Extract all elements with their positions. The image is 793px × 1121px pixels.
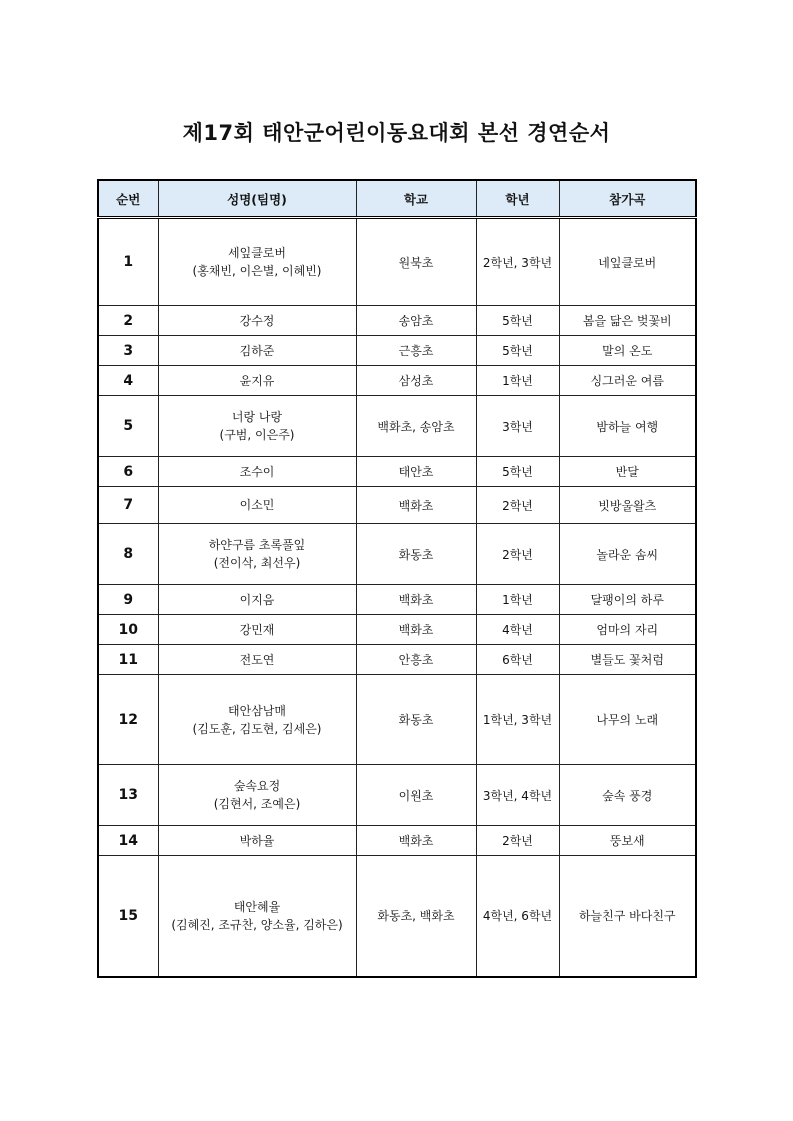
song-cell: 하늘친구 바다친구 (559, 856, 696, 977)
school-cell: 백화초 (356, 826, 476, 856)
team-members: (김도훈, 김도현, 김세은) (192, 721, 322, 736)
song-cell: 봄을 닮은 벚꽃비 (559, 306, 696, 336)
table-row (98, 396, 696, 457)
school-cell: 화동초 (356, 675, 476, 765)
table-row (98, 765, 696, 826)
name-cell (158, 645, 356, 675)
name-cell (158, 396, 356, 457)
column-header: 성명(팀명) (158, 180, 356, 218)
table-row (98, 366, 696, 396)
table-row (98, 675, 696, 765)
column-header: 참가곡 (559, 180, 696, 218)
table-row (98, 218, 696, 306)
order-number-cell: 13 (98, 765, 158, 826)
song-cell: 별들도 꽃처럼 (559, 645, 696, 675)
table-body (98, 218, 696, 977)
performer-name: 윤지유 (239, 373, 275, 388)
order-number-cell: 5 (98, 396, 158, 457)
grade-cell: 5학년 (476, 306, 559, 336)
team-members: (홍채빈, 이은별, 이혜빈) (192, 264, 322, 278)
grade-cell: 4학년, 6학년 (476, 856, 559, 977)
team-members: (전이삭, 최선우) (213, 556, 301, 570)
school-cell: 백화초, 송암초 (356, 396, 476, 457)
grade-cell: 1학년 (476, 585, 559, 615)
name-cell (158, 585, 356, 615)
name-cell (158, 336, 356, 366)
table-row (98, 826, 696, 856)
song-cell: 싱그러운 여름 (559, 366, 696, 396)
order-number-cell: 11 (98, 645, 158, 675)
grade-cell: 1학년 (476, 366, 559, 396)
school-cell: 화동초, 백화초 (356, 856, 476, 977)
song-cell: 뚱보새 (559, 826, 696, 856)
grade-cell: 2학년 (476, 826, 559, 856)
performer-name: 숲속요정 (233, 779, 281, 793)
order-number-cell: 10 (98, 615, 158, 645)
performer-name: 태안삼남매 (228, 703, 286, 718)
school-cell: 이원초 (356, 765, 476, 826)
order-number-cell: 4 (98, 366, 158, 396)
song-cell: 달팽이의 하루 (559, 585, 696, 615)
performer-name: 김하준 (239, 343, 275, 358)
performer-name: 너랑 나랑 (231, 410, 283, 424)
school-cell: 백화초 (356, 487, 476, 524)
name-cell (158, 856, 356, 977)
table-row (98, 645, 696, 675)
performer-name: 전도연 (239, 652, 275, 667)
grade-cell: 5학년 (476, 336, 559, 366)
grade-cell: 1학년, 3학년 (476, 675, 559, 765)
table-row (98, 615, 696, 645)
song-cell: 말의 온도 (559, 336, 696, 366)
table-row (98, 585, 696, 615)
performer-name: 세잎클로버 (228, 246, 286, 260)
name-cell (158, 218, 356, 306)
column-header: 학년 (476, 180, 559, 218)
name-cell (158, 487, 356, 524)
song-cell: 네잎클로버 (559, 218, 696, 306)
grade-cell: 3학년, 4학년 (476, 765, 559, 826)
table-row (98, 457, 696, 487)
order-number-cell: 9 (98, 585, 158, 615)
order-number-cell: 3 (98, 336, 158, 366)
name-cell (158, 524, 356, 585)
table-row (98, 306, 696, 336)
grade-cell: 6학년 (476, 645, 559, 675)
performer-name: 박하율 (239, 833, 275, 848)
team-members: (김현서, 조예은) (213, 797, 301, 811)
name-cell (158, 615, 356, 645)
school-cell: 원북초 (356, 218, 476, 306)
table-row (98, 856, 696, 977)
performer-name: 강수정 (239, 313, 275, 328)
performer-name: 조수이 (239, 464, 275, 479)
table-row (98, 487, 696, 524)
name-cell (158, 457, 356, 487)
order-number-cell: 1 (98, 218, 158, 306)
team-members: (구범, 이은주) (219, 428, 295, 442)
grade-cell: 2학년, 3학년 (476, 218, 559, 306)
grade-cell: 2학년 (476, 487, 559, 524)
song-cell: 놀라운 솜씨 (559, 524, 696, 585)
grade-cell: 2학년 (476, 524, 559, 585)
order-number-cell: 14 (98, 826, 158, 856)
performer-name: 이소민 (239, 498, 275, 512)
order-number-cell: 6 (98, 457, 158, 487)
page-title: 제17회 태안군어린이동요대회 본선 경연순서 (182, 121, 611, 145)
performance-order-table (97, 179, 697, 978)
song-cell: 엄마의 자리 (559, 615, 696, 645)
table-header-row (98, 180, 696, 218)
performer-name: 하얀구름 초록풀잎 (208, 538, 306, 552)
name-cell (158, 765, 356, 826)
grade-cell: 5학년 (476, 457, 559, 487)
table-row (98, 336, 696, 366)
school-cell: 태안초 (356, 457, 476, 487)
order-number-cell: 15 (98, 856, 158, 977)
table-row (98, 524, 696, 585)
name-cell (158, 826, 356, 856)
school-cell: 안흥초 (356, 645, 476, 675)
song-cell: 나무의 노래 (559, 675, 696, 765)
grade-cell: 3학년 (476, 396, 559, 457)
school-cell: 백화초 (356, 615, 476, 645)
order-number-cell: 8 (98, 524, 158, 585)
column-header: 순번 (98, 180, 158, 218)
performer-name: 강민재 (239, 622, 275, 637)
name-cell (158, 366, 356, 396)
order-number-cell: 2 (98, 306, 158, 336)
performer-name: 이지음 (239, 592, 275, 607)
song-cell: 밤하늘 여행 (559, 396, 696, 457)
school-cell: 화동초 (356, 524, 476, 585)
school-cell: 백화초 (356, 585, 476, 615)
song-cell: 빗방울왈츠 (559, 487, 696, 524)
order-number-cell: 7 (98, 487, 158, 524)
school-cell: 근흥초 (356, 336, 476, 366)
song-cell: 숲속 풍경 (559, 765, 696, 826)
name-cell (158, 675, 356, 765)
name-cell (158, 306, 356, 336)
order-number-cell: 12 (98, 675, 158, 765)
team-members: (김혜진, 조규찬, 양소율, 김하은) (171, 917, 343, 932)
song-cell: 반달 (559, 457, 696, 487)
school-cell: 송암초 (356, 306, 476, 336)
column-header: 학교 (356, 180, 476, 218)
grade-cell: 4학년 (476, 615, 559, 645)
performer-name: 태안혜율 (233, 899, 281, 914)
school-cell: 삼성초 (356, 366, 476, 396)
